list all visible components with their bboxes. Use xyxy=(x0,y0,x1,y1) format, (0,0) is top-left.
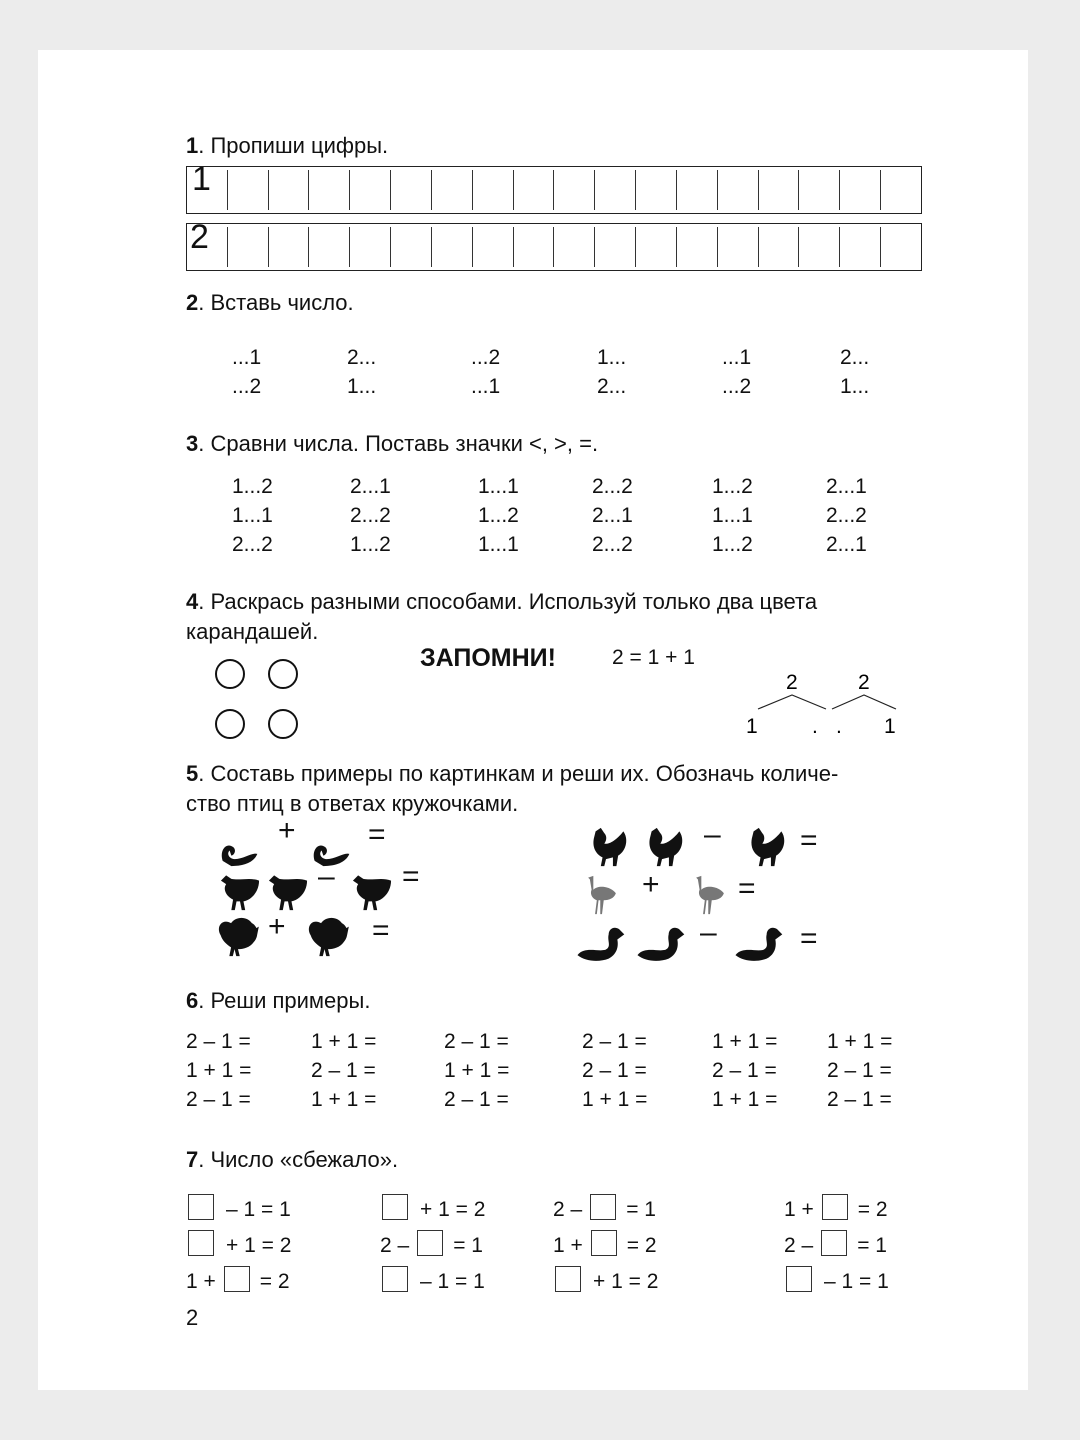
compare-numbers-item[interactable]: 2...2 xyxy=(232,533,273,556)
compare-numbers-item[interactable]: 2...2 xyxy=(350,504,391,527)
missing-number-example xyxy=(186,1230,291,1258)
task5-title-line2: ство птиц в ответах кружочками. xyxy=(186,791,519,816)
fill-in-number-item[interactable]: 1... xyxy=(840,375,870,398)
grid-cell[interactable] xyxy=(187,227,228,267)
example-prefix: 1 + xyxy=(186,1270,216,1293)
math-example[interactable]: 2 – 1 = xyxy=(712,1059,777,1082)
tree-left-right: . xyxy=(812,715,818,738)
swan-silhouette-icon xyxy=(214,822,266,872)
duck-silhouette-icon xyxy=(574,918,626,968)
fill-in-number-item[interactable]: ...1 xyxy=(722,346,752,369)
fill-in-number-item[interactable]: 1... xyxy=(347,375,377,398)
answer-box[interactable] xyxy=(591,1230,617,1256)
duck-silhouette-icon xyxy=(732,918,784,968)
math-example[interactable]: 1 + 1 = xyxy=(712,1030,778,1053)
compare-numbers-item[interactable]: 1...1 xyxy=(232,504,273,527)
grid-cell[interactable] xyxy=(799,170,840,210)
coloring-circle[interactable] xyxy=(268,659,298,689)
minus-sign: – xyxy=(318,860,335,893)
tree-right-branches xyxy=(832,695,896,709)
math-example[interactable]: 2 – 1 = xyxy=(311,1059,376,1082)
example-suffix: = 1 xyxy=(857,1234,887,1257)
answer-box[interactable] xyxy=(188,1230,214,1256)
task3-title: 3. Сравни числа. Поставь значки <, >, =. xyxy=(186,431,599,456)
grid-cell[interactable] xyxy=(514,227,555,267)
coloring-circle[interactable] xyxy=(215,709,245,739)
answer-box[interactable] xyxy=(382,1266,408,1292)
grid-cell[interactable] xyxy=(554,227,595,267)
math-example[interactable]: 1 + 1 = xyxy=(186,1059,252,1082)
grid-cell[interactable] xyxy=(554,170,595,210)
fill-in-number-item[interactable]: ...2 xyxy=(722,375,752,398)
task7-title: 7. Число «сбежало». xyxy=(186,1147,399,1172)
compare-numbers-item[interactable]: 1...1 xyxy=(478,533,519,556)
example-prefix: 1 + xyxy=(553,1234,583,1257)
digit-writing-grid-2[interactable] xyxy=(186,223,922,271)
math-example[interactable]: 2 – 1 = xyxy=(582,1030,647,1053)
example-suffix: = 2 xyxy=(626,1234,657,1257)
digit-writing-grid-1[interactable] xyxy=(186,166,922,214)
math-example[interactable]: 2 – 1 = xyxy=(444,1088,509,1111)
hen-silhouette-icon xyxy=(214,866,266,916)
hen-silhouette-icon xyxy=(262,866,314,916)
tree-left-branches xyxy=(758,695,826,709)
example-suffix: + 1 = 2 xyxy=(420,1198,486,1221)
missing-number-example xyxy=(380,1266,485,1294)
missing-number-example xyxy=(784,1230,887,1258)
grid-cell[interactable] xyxy=(799,227,840,267)
math-example[interactable]: 1 + 1 = xyxy=(827,1030,893,1053)
answer-box[interactable] xyxy=(188,1194,214,1220)
fill-in-number-item[interactable]: 2... xyxy=(347,346,377,369)
compare-numbers-item[interactable]: 1...1 xyxy=(478,475,519,498)
math-example[interactable]: 1 + 1 = xyxy=(311,1030,377,1053)
grid-cell[interactable] xyxy=(391,227,432,267)
compare-numbers-item[interactable]: 1...2 xyxy=(232,475,273,498)
rooster-silhouette-icon xyxy=(580,822,632,872)
missing-number-example xyxy=(553,1266,658,1294)
composition-tree-left xyxy=(746,671,826,738)
grid-cell[interactable] xyxy=(350,170,391,210)
coloring-circle[interactable] xyxy=(268,709,298,739)
grid-cell[interactable] xyxy=(677,227,718,267)
grid-cell[interactable] xyxy=(881,170,921,210)
equals-sign: = xyxy=(372,914,390,947)
ostriche-silhouette-icon xyxy=(576,870,628,920)
grid-cell[interactable] xyxy=(718,170,759,210)
example-suffix: – 1 = 1 xyxy=(226,1198,291,1221)
rooster-silhouette-icon xyxy=(738,822,790,872)
fill-in-number-item[interactable]: 2... xyxy=(597,375,627,398)
grid-cell[interactable] xyxy=(840,227,881,267)
compare-numbers-item[interactable]: 2...2 xyxy=(592,533,633,556)
compare-numbers-item[interactable]: 2...1 xyxy=(826,533,867,556)
grid-cell[interactable] xyxy=(269,227,310,267)
example-prefix: 2 – xyxy=(784,1234,814,1257)
tree-left-top: 2 xyxy=(786,671,798,694)
grid-cell[interactable] xyxy=(636,170,677,210)
fill-in-number-item[interactable]: ...2 xyxy=(471,346,501,369)
grid-cell[interactable] xyxy=(718,227,759,267)
grid-cell[interactable] xyxy=(840,170,881,210)
compare-numbers-item[interactable]: 2...1 xyxy=(826,475,867,498)
compare-numbers-item[interactable]: 1...1 xyxy=(712,504,753,527)
equals-sign: = xyxy=(368,818,386,851)
answer-box[interactable] xyxy=(822,1194,848,1220)
grid-cell[interactable] xyxy=(759,227,800,267)
remember-formula: 2 = 1 + 1 xyxy=(612,646,695,669)
grid-cell[interactable] xyxy=(677,170,718,210)
page-number: 2 xyxy=(186,1305,199,1330)
compare-numbers-item[interactable]: 2...1 xyxy=(592,504,633,527)
math-example[interactable]: 2 – 1 = xyxy=(444,1030,509,1053)
missing-number-example xyxy=(553,1194,656,1222)
task1-title: 1. Пропиши цифры. xyxy=(186,133,389,158)
grid-cell[interactable] xyxy=(309,227,350,267)
missing-number-example xyxy=(553,1230,657,1258)
plus-sign: + xyxy=(642,868,660,901)
example-suffix: = 2 xyxy=(259,1270,290,1293)
equals-sign: = xyxy=(800,922,818,955)
plus-sign: + xyxy=(278,814,296,847)
task5-title-line1: 5. Составь примеры по картинкам и реши их. Обозначь количе- xyxy=(186,761,839,786)
number-composition-trees xyxy=(730,665,930,745)
example-suffix: + 1 = 2 xyxy=(593,1270,659,1293)
missing-number-example xyxy=(186,1266,290,1294)
grid-cell[interactable] xyxy=(228,170,269,210)
grid-cell[interactable] xyxy=(473,170,514,210)
math-example[interactable]: 2 – 1 = xyxy=(186,1030,251,1053)
math-example[interactable]: 2 – 1 = xyxy=(186,1088,251,1111)
task6-title: 6. Реши примеры. xyxy=(186,988,371,1013)
fill-in-number-item[interactable]: 1... xyxy=(597,346,627,369)
grid-cell[interactable] xyxy=(309,170,350,210)
hen-silhouette-icon xyxy=(346,866,398,916)
tree-left-left: 1 xyxy=(746,715,758,738)
example-suffix: – 1 = 1 xyxy=(420,1270,485,1293)
tree-right-left: . xyxy=(836,715,842,738)
answer-box[interactable] xyxy=(555,1266,581,1292)
example-suffix: = 1 xyxy=(453,1234,483,1257)
tree-right-top: 2 xyxy=(858,671,870,694)
missing-number-example xyxy=(784,1194,888,1222)
task1-row-label-2: 2 xyxy=(190,218,209,256)
turkey-silhouette-icon xyxy=(212,912,264,962)
example-suffix: + 1 = 2 xyxy=(226,1234,292,1257)
math-example[interactable]: 1 + 1 = xyxy=(444,1059,510,1082)
turkey-silhouette-icon xyxy=(302,912,354,962)
grid-cell[interactable] xyxy=(636,227,677,267)
grid-cell[interactable] xyxy=(228,227,269,267)
task2-title: 2. Вставь число. xyxy=(186,290,354,315)
compare-numbers-item[interactable]: 2...2 xyxy=(826,504,867,527)
example-prefix: 2 – xyxy=(553,1198,583,1221)
grid-cell[interactable] xyxy=(595,170,636,210)
coloring-circle[interactable] xyxy=(215,659,245,689)
minus-sign: – xyxy=(704,818,721,851)
grid-cell[interactable] xyxy=(514,170,555,210)
task1-row-label-1: 1 xyxy=(192,160,211,198)
fill-in-number-item[interactable]: ...2 xyxy=(232,375,262,398)
task4-title-line2: карандашей. xyxy=(186,619,319,644)
tree-right-right: 1 xyxy=(884,715,896,738)
grid-cell[interactable] xyxy=(595,227,636,267)
example-suffix: = 2 xyxy=(857,1198,888,1221)
grid-cell[interactable] xyxy=(432,170,473,210)
example-prefix: 1 + xyxy=(784,1198,814,1221)
compare-numbers-item[interactable]: 2...1 xyxy=(350,475,391,498)
example-suffix: – 1 = 1 xyxy=(824,1270,889,1293)
grid-cell[interactable] xyxy=(473,227,514,267)
answer-box[interactable] xyxy=(382,1194,408,1220)
composition-tree-right xyxy=(832,671,896,738)
rooster-silhouette-icon xyxy=(636,822,688,872)
compare-numbers-item[interactable]: 2...2 xyxy=(592,475,633,498)
missing-number-example xyxy=(380,1230,483,1258)
example-suffix: = 1 xyxy=(626,1198,656,1221)
compare-numbers-item[interactable]: 1...2 xyxy=(712,475,753,498)
minus-sign: – xyxy=(700,916,717,949)
duck-silhouette-icon xyxy=(634,918,686,968)
grid-cell[interactable] xyxy=(269,170,310,210)
math-example[interactable]: 1 + 1 = xyxy=(582,1088,648,1111)
fill-in-number-item[interactable]: 2... xyxy=(840,346,870,369)
task4-title-line1: 4. Раскрась разными способами. Используй только два цвета xyxy=(186,589,818,614)
math-example[interactable]: 2 – 1 = xyxy=(827,1088,892,1111)
compare-numbers-item[interactable]: 1...2 xyxy=(478,504,519,527)
equals-sign: = xyxy=(402,860,420,893)
grid-cell[interactable] xyxy=(350,227,391,267)
answer-box[interactable] xyxy=(786,1266,812,1292)
answer-box[interactable] xyxy=(821,1230,847,1256)
math-example[interactable]: 2 – 1 = xyxy=(582,1059,647,1082)
fill-in-number-item[interactable]: ...1 xyxy=(471,375,501,398)
math-example[interactable]: 2 – 1 = xyxy=(827,1059,892,1082)
example-prefix: 2 – xyxy=(380,1234,410,1257)
grid-cell[interactable] xyxy=(759,170,800,210)
ostriche-silhouette-icon xyxy=(684,870,736,920)
grid-cell[interactable] xyxy=(391,170,432,210)
compare-numbers-item[interactable]: 1...2 xyxy=(712,533,753,556)
grid-cell[interactable] xyxy=(187,170,228,210)
plus-sign: + xyxy=(268,910,286,943)
math-example[interactable]: 1 + 1 = xyxy=(712,1088,778,1111)
answer-box[interactable] xyxy=(417,1230,443,1256)
grid-cell[interactable] xyxy=(432,227,473,267)
math-example[interactable]: 1 + 1 = xyxy=(311,1088,377,1111)
missing-number-example xyxy=(380,1194,485,1222)
fill-in-number-item[interactable]: ...1 xyxy=(232,346,262,369)
compare-numbers-item[interactable]: 1...2 xyxy=(350,533,391,556)
missing-number-example xyxy=(186,1194,291,1222)
remember-label: ЗАПОМНИ! xyxy=(420,644,556,672)
answer-box[interactable] xyxy=(590,1194,616,1220)
grid-cell[interactable] xyxy=(881,227,921,267)
equals-sign: = xyxy=(738,872,756,905)
missing-number-example xyxy=(784,1266,889,1294)
answer-box[interactable] xyxy=(224,1266,250,1292)
equals-sign: = xyxy=(800,824,818,857)
